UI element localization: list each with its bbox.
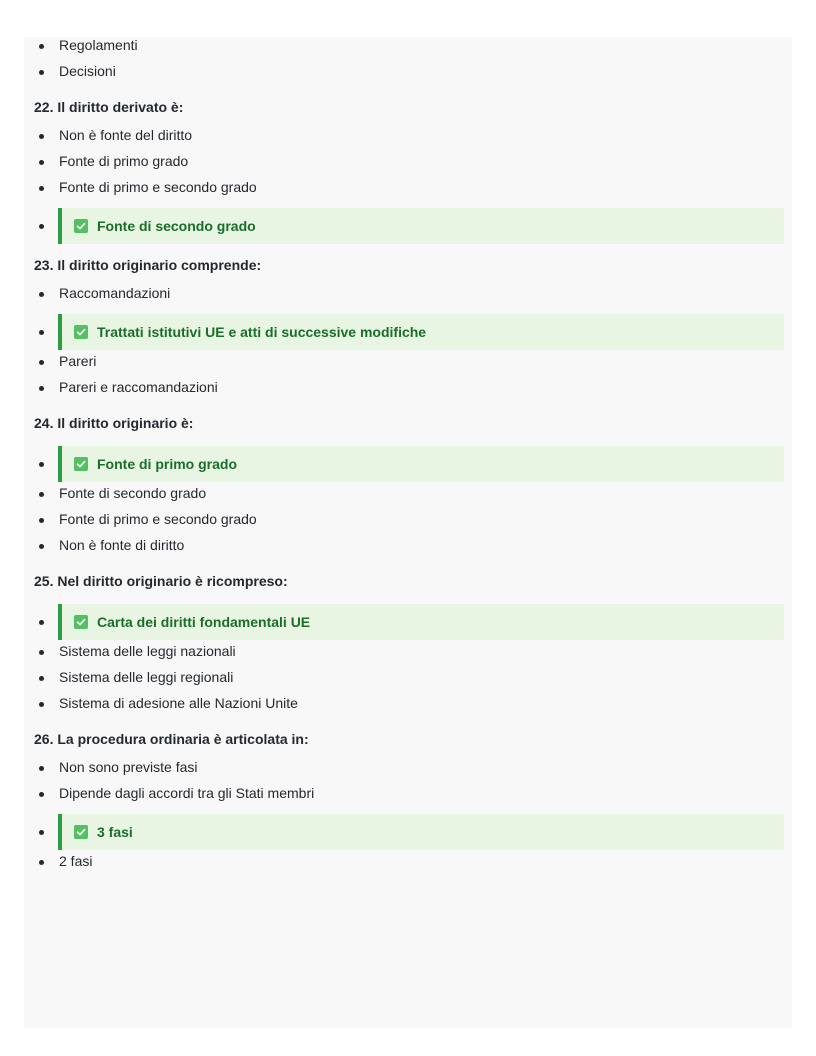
answer-list bbox=[24, 604, 792, 721]
correct-answer-highlight bbox=[58, 208, 784, 244]
bullet-icon bbox=[39, 792, 44, 797]
bullet-icon bbox=[39, 830, 44, 835]
answer-item bbox=[24, 537, 792, 563]
answer-item bbox=[24, 127, 792, 153]
answer-text: Non sono previste fasi bbox=[59, 759, 198, 775]
answer-item bbox=[24, 695, 792, 721]
answer-text: Regolamenti bbox=[59, 37, 138, 53]
answer-item bbox=[24, 37, 792, 63]
answer-list bbox=[24, 37, 792, 89]
answer-item bbox=[24, 669, 792, 695]
answer-item bbox=[24, 853, 792, 879]
question-title: 23. Il diritto originario comprende: bbox=[34, 257, 262, 273]
answer-text: Sistema di adesione alle Nazioni Unite bbox=[59, 695, 298, 711]
correct-answer-highlight bbox=[58, 814, 784, 850]
answer-text: Pareri bbox=[59, 353, 97, 369]
bullet-icon bbox=[39, 44, 44, 49]
answer-text: Non è fonte del diritto bbox=[59, 127, 193, 143]
correct-answer-text: Trattati istitutivi UE e atti di successive modifiche bbox=[97, 323, 427, 340]
answer-item bbox=[24, 179, 792, 205]
question-title: 26. La procedura ordinaria è articolata in: bbox=[34, 731, 309, 747]
bullet-icon bbox=[39, 650, 44, 655]
checkbox-checked-icon bbox=[74, 219, 88, 233]
answer-list bbox=[24, 446, 792, 563]
bullet-icon bbox=[39, 134, 44, 139]
correct-answer-highlight bbox=[58, 314, 784, 350]
answer-list bbox=[24, 285, 792, 405]
bullet-icon bbox=[39, 702, 44, 707]
answer-text: Pareri e raccomandazioni bbox=[59, 379, 218, 395]
answer-text: 2 fasi bbox=[59, 853, 93, 869]
bullet-icon bbox=[39, 360, 44, 365]
bullet-icon bbox=[39, 292, 44, 297]
answer-text: Raccomandazioni bbox=[59, 285, 171, 301]
bullet-icon bbox=[39, 676, 44, 681]
answer-text: Fonte di primo e secondo grado bbox=[59, 511, 257, 527]
bullet-icon bbox=[39, 224, 44, 229]
bullet-icon bbox=[39, 544, 44, 549]
answer-text: Fonte di primo e secondo grado bbox=[59, 179, 257, 195]
correct-answer-item bbox=[24, 814, 792, 850]
answer-text: Fonte di primo grado bbox=[59, 153, 189, 169]
correct-answer-text: Fonte di primo grado bbox=[97, 455, 237, 472]
answer-text: Sistema delle leggi regionali bbox=[59, 669, 234, 685]
bullet-icon bbox=[39, 518, 44, 523]
answer-item bbox=[24, 511, 792, 537]
correct-answer-item bbox=[24, 208, 792, 244]
bullet-icon bbox=[39, 620, 44, 625]
answer-item bbox=[24, 785, 792, 811]
answer-item bbox=[24, 353, 792, 379]
question-title: 24. Il diritto originario è: bbox=[34, 415, 194, 431]
correct-answer-item bbox=[24, 604, 792, 640]
correct-answer-text: Fonte di secondo grado bbox=[97, 217, 256, 234]
bullet-icon bbox=[39, 860, 44, 865]
correct-answer-highlight bbox=[58, 604, 784, 640]
answer-item bbox=[24, 63, 792, 89]
correct-answer-highlight bbox=[58, 446, 784, 482]
answer-text: Decisioni bbox=[59, 63, 116, 79]
answer-list bbox=[24, 759, 792, 879]
checkbox-checked-icon bbox=[74, 325, 88, 339]
bullet-icon bbox=[39, 492, 44, 497]
bullet-icon bbox=[39, 462, 44, 467]
answer-item bbox=[24, 153, 792, 179]
correct-answer-text: Carta dei diritti fondamentali UE bbox=[97, 613, 311, 630]
bullet-icon bbox=[39, 766, 44, 771]
bullet-icon bbox=[39, 160, 44, 165]
checkbox-checked-icon bbox=[74, 457, 88, 471]
bullet-icon bbox=[39, 330, 44, 335]
quiz-content bbox=[24, 37, 792, 879]
answer-text: Dipende dagli accordi tra gli Stati membri bbox=[59, 785, 315, 801]
question-title: 25. Nel diritto originario è ricompreso: bbox=[34, 573, 288, 589]
correct-answer-item bbox=[24, 446, 792, 482]
quiz-panel bbox=[24, 37, 792, 1028]
answer-item bbox=[24, 759, 792, 785]
checkbox-checked-icon bbox=[74, 615, 88, 629]
correct-answer-text: 3 fasi bbox=[97, 823, 133, 840]
answer-item bbox=[24, 285, 792, 311]
bullet-icon bbox=[39, 70, 44, 75]
answer-item bbox=[24, 485, 792, 511]
answer-text: Sistema delle leggi nazionali bbox=[59, 643, 236, 659]
bullet-icon bbox=[39, 386, 44, 391]
correct-answer-item bbox=[24, 314, 792, 350]
checkbox-checked-icon bbox=[74, 825, 88, 839]
bullet-icon bbox=[39, 186, 44, 191]
question-title: 22. Il diritto derivato è: bbox=[34, 99, 184, 115]
answer-item bbox=[24, 379, 792, 405]
answer-text: Non è fonte di diritto bbox=[59, 537, 185, 553]
answer-list bbox=[24, 127, 792, 244]
answer-item bbox=[24, 643, 792, 669]
answer-text: Fonte di secondo grado bbox=[59, 485, 207, 501]
